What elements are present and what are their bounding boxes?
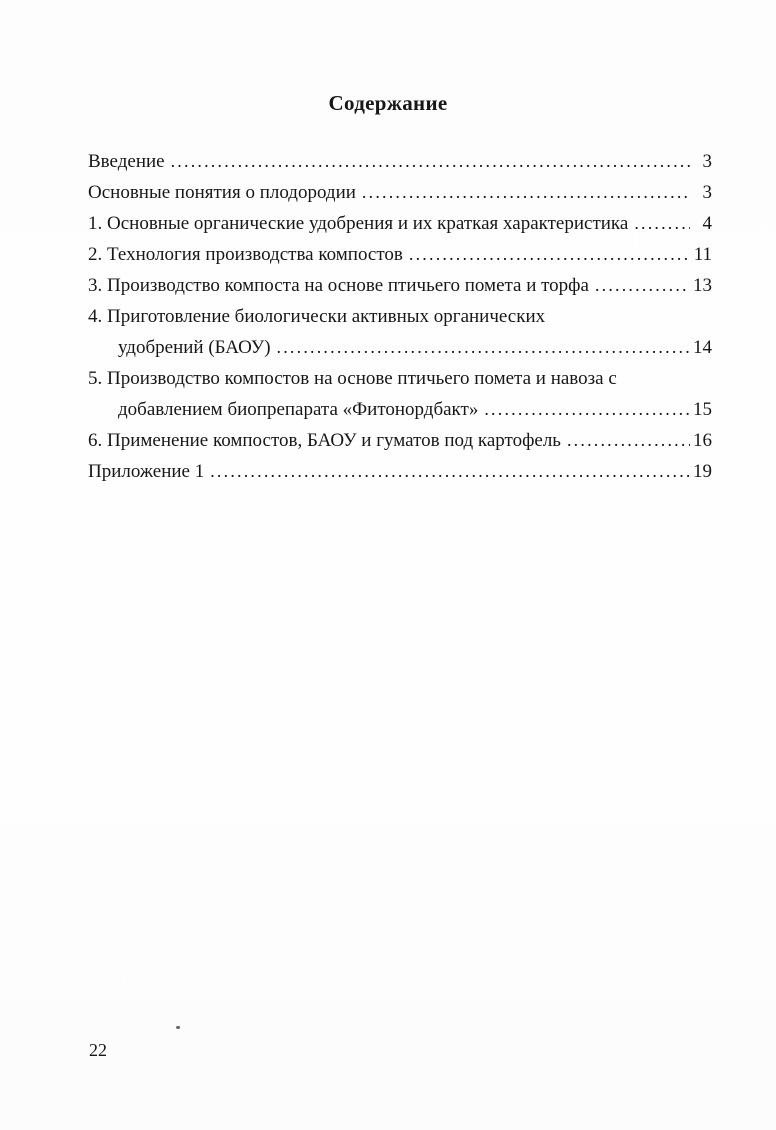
toc-row bbox=[88, 425, 712, 456]
toc-entry-label: 2. Технология производства компостов bbox=[88, 244, 403, 265]
dot-leader bbox=[595, 270, 690, 301]
dot-leader bbox=[484, 394, 690, 425]
toc-row bbox=[88, 208, 712, 239]
dot-leader bbox=[277, 332, 690, 363]
toc-entry-label: Введение bbox=[88, 151, 165, 172]
toc-page-number: 11 bbox=[693, 244, 712, 265]
scan-speck-artifact bbox=[176, 1026, 180, 1029]
toc-entry-label: Основные понятия о плодородии bbox=[88, 182, 356, 203]
dot-leader bbox=[210, 456, 690, 487]
toc-entry-label: Приложение 1 bbox=[88, 461, 205, 482]
toc-row bbox=[88, 301, 712, 332]
toc-page-number: 4 bbox=[702, 213, 712, 234]
toc-entry-label: 5. Производство компостов на основе птичьего помета и навоза с bbox=[88, 368, 617, 389]
toc-list bbox=[88, 146, 712, 487]
dot-leader bbox=[362, 177, 690, 208]
toc-page-number: 3 bbox=[702, 151, 712, 172]
toc-page-number: 13 bbox=[693, 275, 712, 296]
toc-page-number: 3 bbox=[702, 182, 712, 203]
toc-row bbox=[88, 177, 712, 208]
toc-page-number: 15 bbox=[693, 399, 712, 420]
toc-page-number: 19 bbox=[693, 461, 712, 482]
toc-row bbox=[88, 146, 712, 177]
toc-row bbox=[88, 394, 712, 425]
toc-entry-label: 1. Основные органические удобрения и их краткая характеристика bbox=[88, 213, 629, 234]
toc-row bbox=[88, 456, 712, 487]
dot-leader bbox=[634, 208, 690, 239]
toc-page-number: 16 bbox=[693, 430, 712, 451]
toc-row bbox=[88, 363, 712, 394]
toc-row bbox=[88, 332, 712, 363]
toc-entry-label: удобрений (БАОУ) bbox=[118, 337, 271, 358]
dot-leader bbox=[567, 425, 690, 456]
toc-entry-label: добавлением биопрепарата «Фитонордбакт» bbox=[118, 399, 479, 420]
toc-row bbox=[88, 270, 712, 301]
dot-leader bbox=[409, 239, 690, 270]
toc-entry-label: 4. Приготовление биологически активных органических bbox=[88, 306, 546, 327]
toc-entry-label: 3. Производство компоста на основе птичьего помета и торфа bbox=[88, 275, 589, 296]
toc-row bbox=[88, 239, 712, 270]
toc-entry-label: 6. Применение компостов, БАОУ и гуматов под картофель bbox=[88, 430, 561, 451]
dot-leader bbox=[171, 146, 690, 177]
footer-page-number: 22 bbox=[89, 1040, 107, 1060]
page-title: Содержание bbox=[328, 91, 448, 115]
toc-page-number: 14 bbox=[693, 337, 712, 358]
